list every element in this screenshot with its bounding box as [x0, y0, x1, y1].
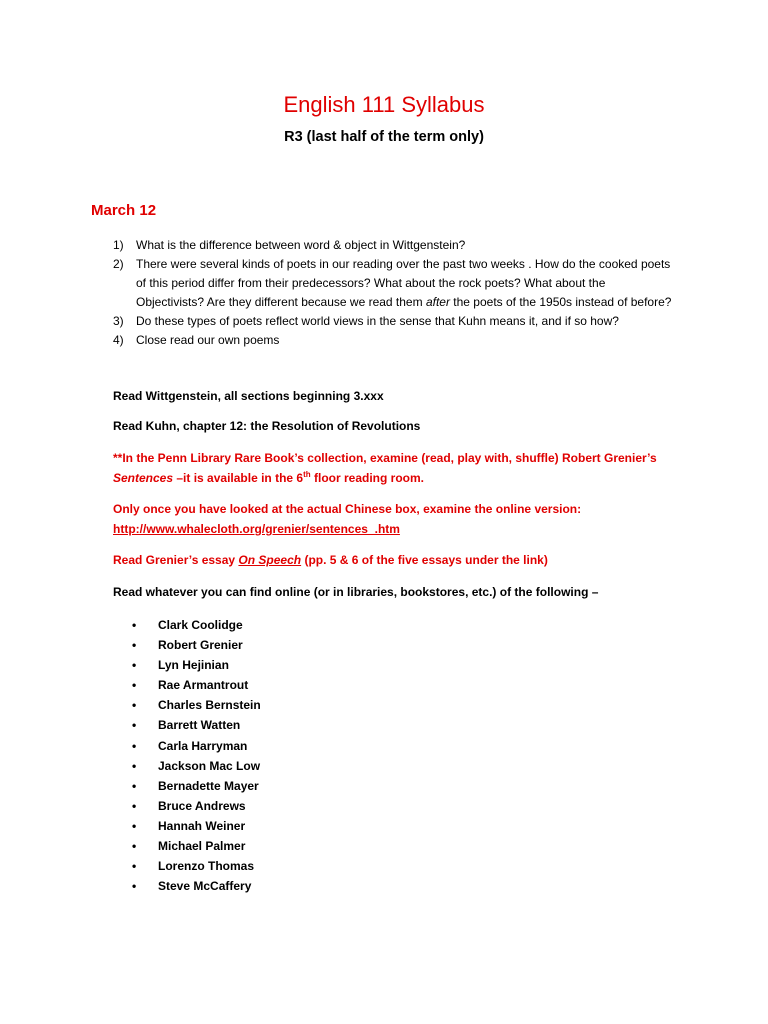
bullet-icon: • — [132, 718, 137, 733]
penn-text: **In the Penn Library Rare Book’s collection, examine (read, play with, shuffle) Robert Grenier’s — [113, 451, 657, 465]
bullet-icon: • — [132, 879, 137, 894]
question-number: 4) — [113, 333, 124, 347]
poet-list-item — [113, 776, 261, 796]
poet-list-item — [113, 836, 261, 856]
online-version-text: Only once you have looked at the actual Chinese box, examine the online version: — [113, 502, 582, 516]
poet-list-item — [113, 756, 261, 776]
poet-list-item — [113, 695, 261, 715]
poet-name: Robert Grenier — [158, 638, 243, 653]
poet-list-item — [113, 876, 261, 896]
reading-wittgenstein: Read Wittgenstein, all sections beginning 3.xxx — [113, 389, 384, 403]
poet-list-item — [113, 715, 261, 735]
poet-list-item — [113, 675, 261, 695]
bullet-icon: • — [132, 758, 137, 773]
question-text: Close read our own poems — [136, 333, 280, 347]
bullet-icon: • — [132, 738, 137, 753]
poet-name: Lorenzo Thomas — [158, 859, 255, 874]
poet-name: Michael Palmer — [158, 839, 246, 854]
question-text: the poets of the 1950s instead of before? — [449, 295, 672, 309]
question-item — [113, 236, 673, 255]
penn-text: –it is available in the 6 — [173, 471, 304, 485]
poet-name: Bernadette Mayer — [158, 778, 259, 793]
page-title: English 111 Syllabus — [283, 92, 485, 117]
bullet-icon: • — [132, 839, 137, 854]
poet-name: Clark Coolidge — [158, 618, 243, 632]
poet-list-item — [113, 635, 261, 655]
poet-list-item — [113, 736, 261, 756]
poet-name: Rae Armantrout — [158, 678, 249, 693]
question-number: 2) — [113, 257, 124, 271]
bullet-icon: • — [132, 798, 137, 813]
poet-name: Hannah Weiner — [158, 818, 246, 833]
penn-text: floor reading room. — [310, 471, 424, 485]
poet-name: Charles Bernstein — [158, 698, 261, 713]
reading-online-version — [113, 499, 693, 539]
bullet-icon: • — [132, 658, 137, 673]
reading-whatever: Read whatever you can find online (or in libraries, bookstores, etc.) of the following – — [113, 585, 599, 599]
bullet-icon: • — [132, 698, 137, 713]
poet-list-item — [113, 615, 261, 635]
poet-name: Steve McCaffery — [158, 879, 252, 894]
poet-list-item — [113, 655, 261, 675]
question-number: 3) — [113, 314, 124, 328]
bullet-icon: • — [132, 818, 137, 833]
poet-list-item — [113, 816, 261, 836]
reading-penn-library — [113, 448, 693, 488]
poet-list-item — [113, 856, 261, 876]
bullet-icon: • — [132, 778, 137, 793]
bullet-icon: • — [132, 859, 137, 874]
question-item — [113, 255, 673, 312]
poet-list-item — [113, 796, 261, 816]
page-subtitle: R3 (last half of the term only) — [284, 129, 484, 145]
question-text: There were several kinds of poets in our reading over the past two weeks . How do the cooked poets of this period differ from their predecessors? What about the rock poets? What about the Objectivists? Are they different because we read them — [136, 257, 671, 309]
section-heading-date: March 12 — [91, 202, 157, 219]
bullet-icon: • — [132, 638, 137, 653]
question-item — [113, 312, 673, 331]
question-number: 1) — [113, 238, 124, 252]
question-text: What is the difference between word & object in Wittgenstein? — [136, 238, 466, 252]
ordinal-superscript: th — [303, 470, 311, 479]
poet-name: Barrett Watten — [158, 718, 241, 733]
poet-name: Bruce Andrews — [158, 798, 246, 813]
essay-text: Read Grenier’s essay — [113, 553, 239, 567]
bullet-icon: • — [132, 618, 137, 632]
sentences-title: Sentences — [113, 471, 174, 485]
reading-grenier-essay — [113, 550, 693, 570]
question-text: Do these types of poets reflect world views in the sense that Kuhn means it, and if so how? — [136, 314, 619, 328]
question-emphasis: after — [425, 295, 450, 309]
bullet-icon: • — [132, 678, 137, 693]
sentences-online-link[interactable]: http://www.whalecloth.org/grenier/sentences_.htm — [113, 522, 400, 536]
on-speech-link[interactable]: On Speech — [238, 553, 302, 567]
poet-name: Carla Harryman — [158, 738, 248, 753]
poet-name: Lyn Hejinian — [158, 658, 229, 673]
essay-text: (pp. 5 & 6 of the five essays under the link) — [301, 553, 548, 567]
poet-name: Jackson Mac Low — [158, 758, 261, 773]
question-item — [113, 331, 673, 350]
discussion-questions-list — [113, 236, 673, 350]
poet-list — [113, 615, 261, 896]
reading-kuhn: Read Kuhn, chapter 12: the Resolution of Revolutions — [113, 419, 421, 433]
